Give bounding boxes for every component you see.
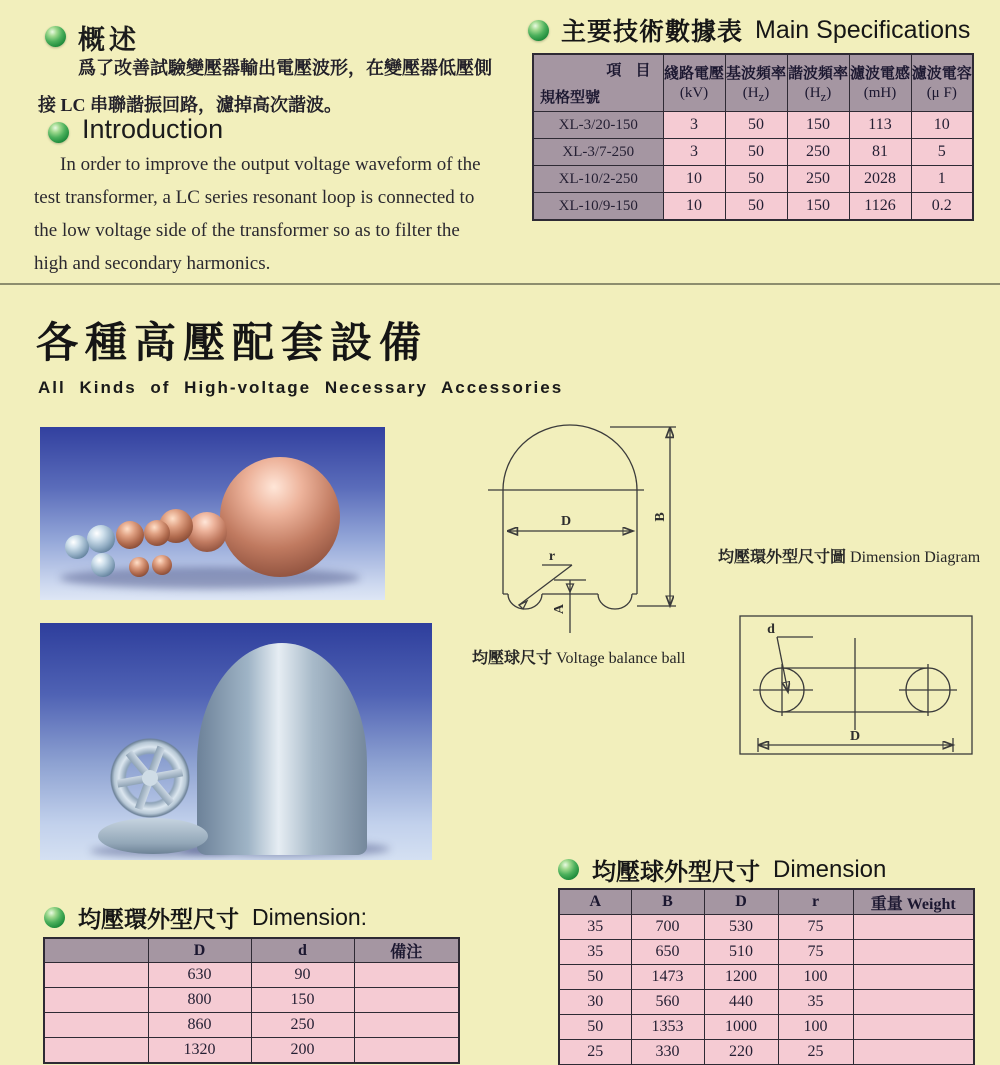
ring-col-header: D	[148, 938, 251, 963]
table-cell: 1126	[849, 193, 911, 221]
table-cell: 100	[778, 1015, 853, 1040]
table-cell: 5	[911, 139, 973, 166]
table-row	[44, 988, 459, 1013]
dome-outline-arc	[503, 425, 637, 490]
table-cell: 220	[704, 1040, 778, 1065]
table-row	[559, 990, 974, 1015]
ball-col-header: 重量 Weight	[853, 889, 974, 915]
table-cell: 35	[559, 915, 631, 940]
table-cell: 860	[148, 1013, 251, 1038]
table-cell	[44, 963, 148, 988]
table-cell	[354, 963, 459, 988]
table-row	[44, 1013, 459, 1038]
table-cell: 10	[911, 112, 973, 139]
ball-col-header: A	[559, 889, 631, 915]
table-cell: 75	[778, 915, 853, 940]
table-cell	[853, 1015, 974, 1040]
green-ball-icon	[48, 122, 69, 143]
table-cell: XL-3/20-150	[533, 112, 663, 139]
table-cell: 510	[704, 940, 778, 965]
specs-title-zh: 主要技術數據表	[561, 18, 744, 46]
table-cell: 0.2	[911, 193, 973, 221]
table-cell: 650	[631, 940, 704, 965]
table-cell	[354, 988, 459, 1013]
dim-label-B: B	[653, 512, 668, 522]
ball-diagram-caption: 均壓球尺寸 Voltage balance ball	[472, 650, 686, 667]
ring-table-title-en: Dimension:	[252, 904, 368, 930]
table-row	[559, 915, 974, 940]
corner-label-model: 規格型號	[540, 89, 601, 106]
specs-table	[532, 53, 974, 221]
specs-corner-cell	[533, 54, 663, 112]
table-cell: 1473	[631, 965, 704, 990]
table-cell: 1	[911, 166, 973, 193]
table-cell: 250	[787, 139, 849, 166]
voltage-balance-dome	[197, 643, 367, 855]
ball-dimension-table	[558, 888, 975, 1065]
photo-voltage-balance-balls	[40, 427, 385, 600]
specs-col-header: 濾波電容 (μ F)	[911, 54, 973, 112]
specs-col-header: 綫路電壓 (kV)	[663, 54, 725, 112]
ball-table-title-zh: 均壓球外型尺寸	[592, 859, 760, 886]
table-cell: 150	[787, 112, 849, 139]
ring-table-header-row	[44, 938, 459, 963]
specs-title-en: Main Specifications	[755, 15, 971, 44]
balance-ball	[129, 557, 149, 577]
table-cell: 700	[631, 915, 704, 940]
table-cell: XL-3/7-250	[533, 139, 663, 166]
ring-dimension-diagram	[735, 608, 980, 763]
table-row	[559, 965, 974, 990]
table-cell: 440	[704, 990, 778, 1015]
table-cell: 200	[251, 1038, 354, 1064]
table-cell: 630	[148, 963, 251, 988]
green-ball-icon	[45, 26, 66, 47]
ring-table-title-zh: 均壓環外型尺寸	[78, 906, 239, 932]
table-cell	[354, 1013, 459, 1038]
dim-label-D: D	[849, 729, 861, 744]
table-cell	[354, 1038, 459, 1064]
table-cell: 25	[559, 1040, 631, 1065]
table-row	[44, 963, 459, 988]
table-row	[559, 1015, 974, 1040]
dim-label-A: A	[552, 603, 567, 615]
table-cell	[44, 1013, 148, 1038]
table-cell: 50	[725, 139, 787, 166]
table-cell: 150	[787, 193, 849, 221]
balance-ball	[144, 520, 170, 546]
section-heading-en: All Kinds of High-voltage Necessary Accessories	[38, 378, 564, 397]
ring-diagram-caption: 均壓環外型尺寸圖 Dimension Diagram	[718, 549, 981, 566]
table-cell	[44, 988, 148, 1013]
specs-header-row	[533, 54, 973, 112]
table-cell: 25	[778, 1040, 853, 1065]
table-cell: 330	[631, 1040, 704, 1065]
table-row	[533, 166, 973, 193]
ball-table-title-en: Dimension	[773, 855, 887, 883]
table-row	[44, 1038, 459, 1064]
table-cell: XL-10/9-150	[533, 193, 663, 221]
specs-col-header: 濾波電感 (mH)	[849, 54, 911, 112]
table-cell: 50	[559, 965, 631, 990]
overview-body-text: 爲了改善試驗變壓器輸出電壓波形，在變壓器低壓側接 LC 串聯諧振回路，濾掉高次諧波。	[38, 58, 492, 115]
table-cell: 800	[148, 988, 251, 1013]
introduction-heading: Introduction	[82, 114, 224, 144]
table-cell	[44, 1038, 148, 1064]
balance-ball	[87, 525, 115, 553]
table-cell: 100	[778, 965, 853, 990]
grading-ring	[86, 714, 213, 841]
corner-label-item: 項 目	[606, 62, 656, 79]
table-cell	[853, 1040, 974, 1065]
balance-ball	[116, 521, 144, 549]
table-row	[533, 112, 973, 139]
table-cell	[853, 990, 974, 1015]
table-cell: 50	[559, 1015, 631, 1040]
table-row	[559, 1040, 974, 1065]
green-ball-icon	[44, 907, 65, 928]
table-row	[533, 139, 973, 166]
ring-dimension-table	[43, 937, 460, 1064]
table-cell: 250	[251, 1013, 354, 1038]
table-row	[559, 940, 974, 965]
table-cell: 90	[251, 963, 354, 988]
table-cell	[853, 915, 974, 940]
table-cell: 1200	[704, 965, 778, 990]
dome-outline-sides	[503, 490, 637, 594]
table-cell: XL-10/2-250	[533, 166, 663, 193]
balance-ball	[187, 512, 227, 552]
table-cell: 75	[778, 940, 853, 965]
table-cell: 10	[663, 193, 725, 221]
table-cell: 150	[251, 988, 354, 1013]
table-cell: 1320	[148, 1038, 251, 1064]
ball-table-header-row	[559, 889, 974, 915]
table-cell: 81	[849, 139, 911, 166]
ball-col-header: r	[778, 889, 853, 915]
ball-col-header: B	[631, 889, 704, 915]
dim-label-D: D	[560, 514, 572, 529]
table-cell	[853, 940, 974, 965]
table-cell: 113	[849, 112, 911, 139]
balance-ball	[65, 535, 89, 559]
table-row	[533, 193, 973, 221]
table-cell: 3	[663, 112, 725, 139]
table-cell: 2028	[849, 166, 911, 193]
balance-ball	[152, 555, 172, 575]
ring-table-title	[44, 901, 367, 934]
balance-ball	[91, 553, 115, 577]
table-cell: 50	[725, 166, 787, 193]
dim-label-d: d	[767, 622, 775, 637]
section-heading-zh: 各種高壓配套設備	[36, 319, 429, 366]
table-cell	[853, 965, 974, 990]
table-cell: 50	[725, 112, 787, 139]
table-cell: 530	[704, 915, 778, 940]
ring-col-header: d	[251, 938, 354, 963]
ball-col-header: D	[704, 889, 778, 915]
table-cell: 3	[663, 139, 725, 166]
table-cell: 50	[725, 193, 787, 221]
overview-heading: 概述	[78, 25, 140, 55]
table-cell: 1353	[631, 1015, 704, 1040]
ring-col-header	[44, 938, 148, 963]
photo-grading-ring-and-ball	[40, 623, 432, 860]
ring-col-header: 備注	[354, 938, 459, 963]
table-cell: 35	[778, 990, 853, 1015]
table-cell: 35	[559, 940, 631, 965]
ball-table-title	[558, 852, 886, 887]
specs-col-header: 諧波頻率 $(H_z)$	[787, 54, 849, 112]
leader-line-r	[519, 565, 572, 605]
specs-col-header: 基波頻率 $(H_z)$	[725, 54, 787, 112]
green-ball-icon	[558, 859, 579, 880]
specs-title	[528, 12, 970, 48]
green-ball-icon	[528, 20, 549, 41]
table-cell: 30	[559, 990, 631, 1015]
ball-dimension-diagram	[460, 413, 700, 648]
table-cell: 560	[631, 990, 704, 1015]
table-cell: 1000	[704, 1015, 778, 1040]
balance-ball-large	[220, 457, 340, 577]
section-divider	[0, 283, 1000, 285]
introduction-body-text: In order to improve the output voltage waveform of the test transformer, a LC series resonant loop is connected to the low voltage side of the transformer so as to filter the high and secondary harmonics.	[34, 154, 481, 274]
table-cell: 10	[663, 166, 725, 193]
dim-label-r: r	[548, 549, 556, 564]
table-cell: 250	[787, 166, 849, 193]
